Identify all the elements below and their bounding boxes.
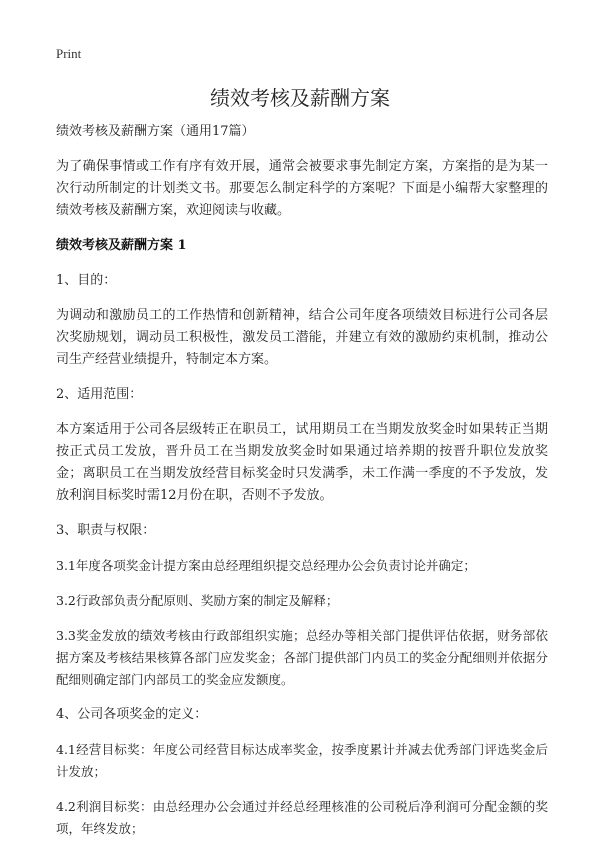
heading-purpose: 1、目的： bbox=[56, 273, 117, 288]
document-subtitle: 绩效考核及薪酬方案（通用17篇） bbox=[56, 124, 255, 139]
paragraph-responsibility-3-1: 3.1年度各项奖金计提方案由总经理组织提交总经理办公会负责讨论并确定； bbox=[56, 558, 476, 573]
paragraph-responsibility-3-2: 3.2行政部负责分配原则、奖励方案的制定及解释； bbox=[56, 593, 339, 608]
section-title: 绩效考核及薪酬方案 1 bbox=[56, 238, 187, 253]
heading-scope: 2、适用范围： bbox=[56, 387, 143, 402]
paragraph-purpose: 为调动和激励员工的工作热情和创新精神，结合公司年度各项绩效目标进行公司各层次奖励规划，调动员工积极性，激发员工潜能，并建立有效的激励约束机制，推动公司生产经营业绩提升，特制定本方案。 bbox=[56, 308, 548, 367]
paragraph-bonus-4-2: 4.2利润目标奖：由总经理办公会通过并经总经理核准的公司税后净利润可分配金额的奖项，年终发放； bbox=[56, 799, 548, 836]
paragraph-scope: 本方案适用于公司各层级转正在职员工，试用期员工在当期发放奖金时如果转正当期按正式员工发放，晋升员工在当期发放奖金时如果通过培养期的按晋升职位发放奖金；离职员工在当期发放经营目标奖金时只发满季，未工作满一季度的不予发放，发放利润目标奖时需12月份在职，否则不予发放。 bbox=[56, 422, 548, 503]
heading-bonus-definitions: 4、公司各项奖金的定义： bbox=[56, 707, 208, 722]
document-body bbox=[56, 121, 548, 853]
paragraph-responsibility-3-3: 3.3奖金发放的绩效考核由行政部组织实施；总经办等相关部门提供评估依据，财务部依据方案及考核结果核算各部门应发奖金；各部门提供部门内员工的奖金分配细则并依据分配细则确定部门内部员工的奖金应发额度。 bbox=[56, 628, 548, 687]
paragraph-bonus-4-1: 4.1经营目标奖：年度公司经营目标达成率奖金，按季度累计并减去优秀部门评选奖金后计发放； bbox=[56, 742, 548, 779]
document-title: 绩效考核及薪酬方案 bbox=[210, 86, 390, 110]
intro-paragraph: 为了确保事情或工作有序有效开展，通常会被要求事先制定方案，方案指的是为某一次行动所制定的计划类文书。那要怎么制定科学的方案呢？下面是小编帮大家整理的绩效考核及薪酬方案，欢迎阅读与收藏。 bbox=[56, 159, 548, 218]
heading-responsibilities: 3、职责与权限： bbox=[56, 523, 156, 538]
print-link[interactable]: Print bbox=[56, 46, 82, 61]
